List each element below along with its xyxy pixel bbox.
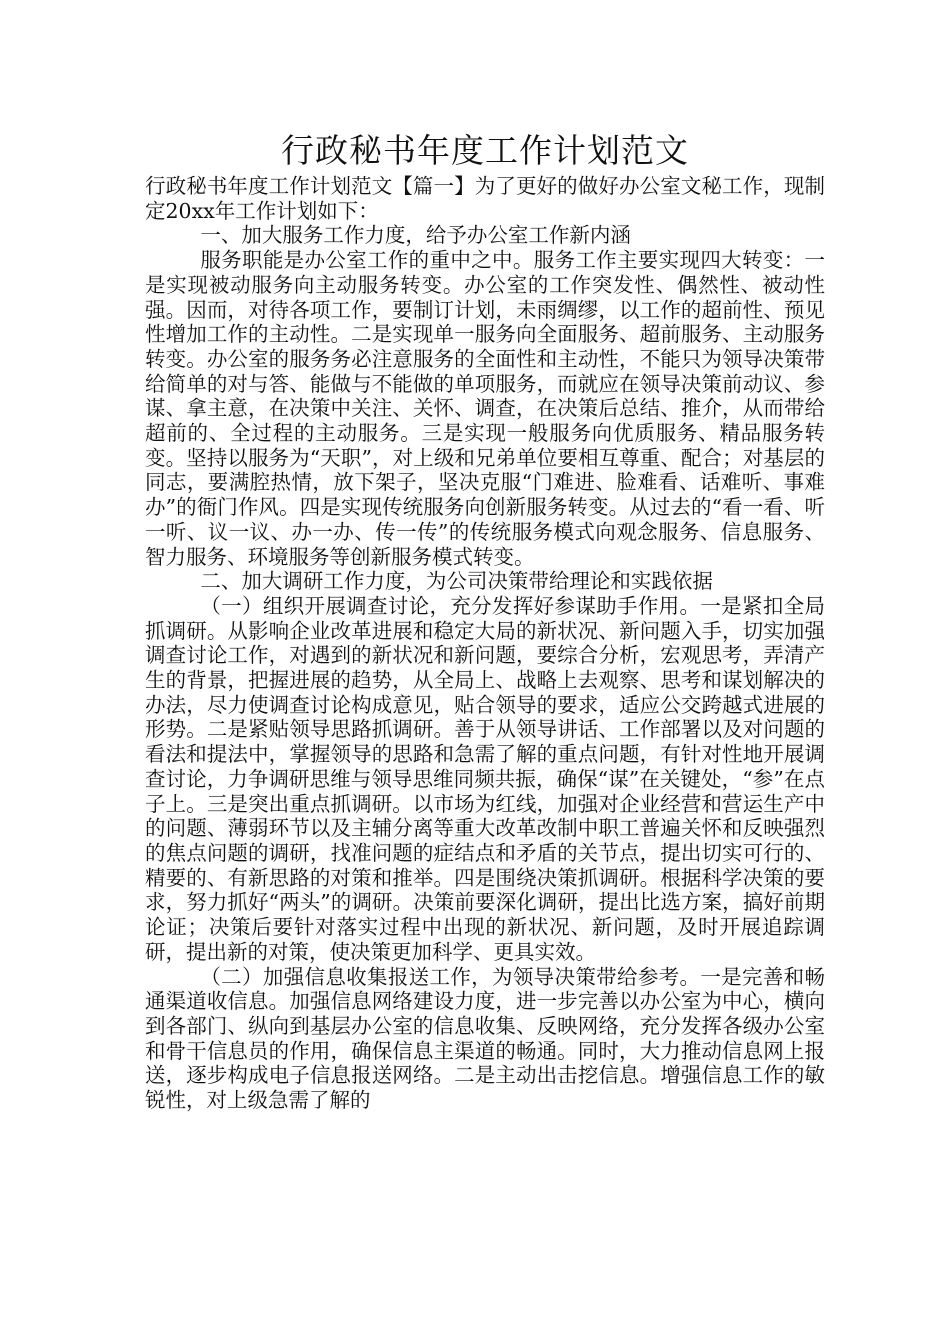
intro-paragraph: 行政秘书年度工作计划范文【篇一】为了更好的做好办公室文秘工作，现制定20xx年工作计划如下： (145, 174, 825, 223)
section-heading-1: 一、加大服务工作力度，给予办公室工作新内涵 (200, 223, 631, 248)
body-paragraph: 服务职能是办公室工作的重中之中。服务工作主要实现四大转变：一是实现被动服务向主动服务转变。办公室的工作突发性、偶然性、被动性强。因而，对待各项工作，要制订计划，未雨绸缪，以工作的超前性、预见性增加工作的主动性。二是实现单一服务向全面服务、超前服务、主动服务转变。办公室的服务务必注意服务的全面性和主动性，不能只为领导决策带给简单的对与答、能做与不能做的单项服务，而就应在领导决策前动议、参谋、拿主意，在决策中关注、关怀、调查，在决策后总结、推介，从而带给超前的、全过程的主动服务。三是实现一般服务向优质服务、精品服务转变。坚持以服务为“天职”，对上级和兄弟单位要相互尊重、配合；对基层的同志，要满腔热情，放下架子，坚决克服“门难进、脸难看、话难听、事难办”的衙门作风。四是实现传统服务向创新服务转变。从过去的“看一看、听一听、议一议、办一办、传一传”的传统服务模式向观念服务、信息服务、智力服务、环境服务等创新服务模式转变。 (145, 248, 825, 569)
body-paragraph: （一）组织开展调查讨论，充分发挥好参谋助手作用。一是紧扣全局抓调研。从影响企业改革进展和稳定大局的新状况、新问题入手，切实加强调查讨论工作，对遇到的新状况和新问题，要综合分析，宏观思考，弄清产生的背景，把握进展的趋势，从全局上、战略上去观察、思考和谋划解决的办法，尽力使调查讨论构成意见，贴合领导的要求，适应公交跨越式进展的形势。二是紧贴领导思路抓调研。善于从领导讲话、工作部署以及对问题的看法和提法中，掌握领导的思路和急需了解的重点问题，有针对性地开展调查讨论，力争调研思维与领导思维同频共振，确保“谋”在关键处，“参”在点子上。三是突出重点抓调研。以市场为红线，加强对企业经营和营运生产中的问题、薄弱环节以及主辅分离等重大改革改制中职工普遍关怀和反映强烈的焦点问题的调研，找准问题的症结点和矛盾的关节点，提出切实可行的、精要的、有新思路的对策和推举。四是围绕决策抓调研。根据科学决策的要求，努力抓好“两头”的调研。决策前要深化调研，提出比选方案，搞好前期论证；决策后要针对落实过程中出现的新状况、新问题，及时开展追踪调研，提出新的对策，使决策更加科学、更具实效。 (145, 593, 825, 964)
body-paragraph: （二）加强信息收集报送工作，为领导决策带给参考。一是完善和畅通渠道收信息。加强信息网络建设力度，进一步完善以办公室为中心，横向到各部门、纵向到基层办公室的信息收集、反映网络，充分发挥各级办公室和骨干信息员的作用，确保信息主渠道的畅通。同时，大力推动信息网上报送，逐步构成电子信息报送网络。二是主动出击挖信息。增强信息工作的敏锐性，对上级急需了解的 (145, 964, 825, 1113)
section-heading-2: 二、加大调研工作力度，为公司决策带给理论和实践依据 (200, 569, 713, 594)
document-title: 行政秘书年度工作计划范文 (281, 131, 689, 170)
document-page (145, 128, 825, 1113)
